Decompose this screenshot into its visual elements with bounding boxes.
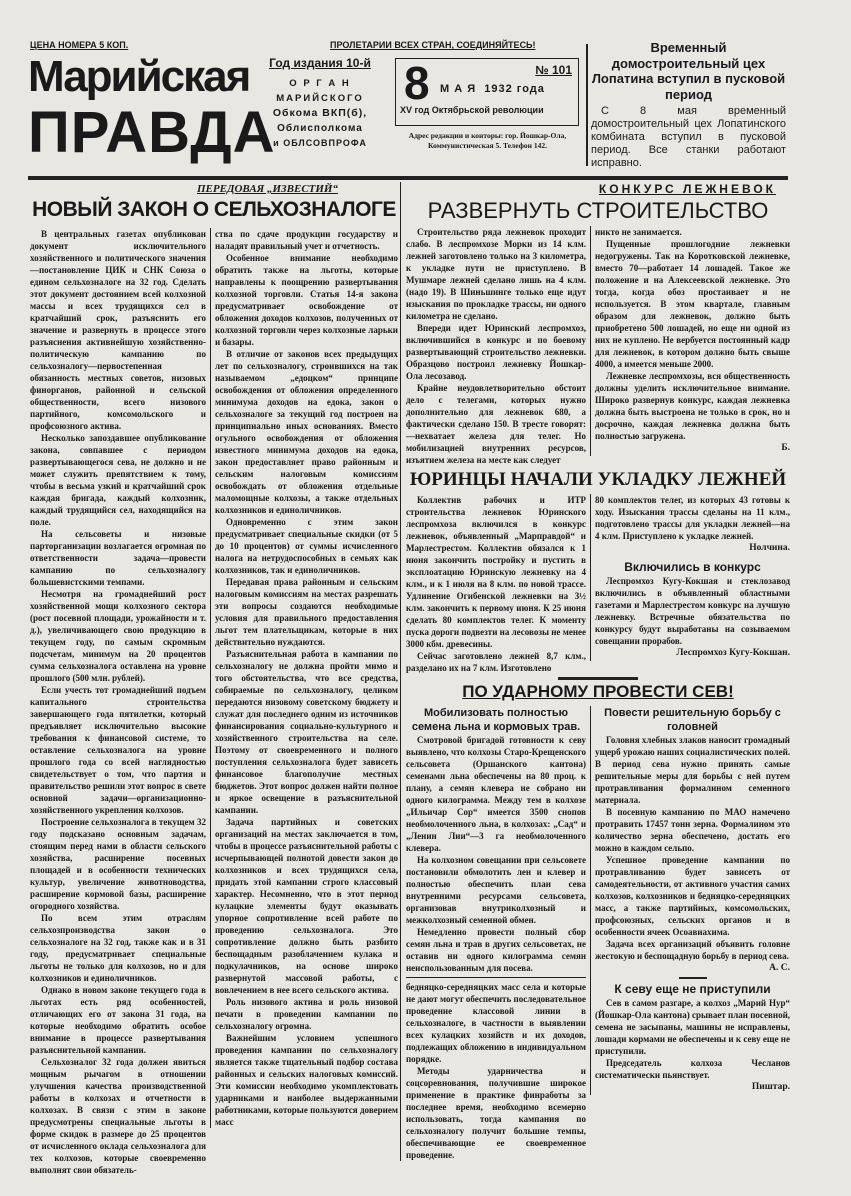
slogan: ПРОЛЕТАРИИ ВСЕХ СТРАН, СОЕДИНЯЙТЕСЬ! (330, 40, 536, 50)
contest-column-2 (590, 226, 790, 456)
joined-body (595, 575, 790, 647)
leader-column-1 (30, 228, 210, 1176)
paragraph: В отличие от законов всех предыдущих лет по сельхозналогу, строившихся на так называемом „едоцком“ принципе освобождения от обложения определенного минимума доходов на едока, закон о сельхозналоге за текущий год построен на принципиально иных основаниях. Вместо огульного освобождения от обложения известного минимума доходов на едока, закон предоставляет право районным и сельским налоговым комиссиям освобождать от обложения отдельные маломощные колхозы, а также отдельных колхозников и единоличников. (215, 349, 398, 515)
right-region (400, 182, 790, 1161)
contest-headline: РАЗВЕРНУТЬ СТРОИТЕЛЬСТВО (427, 198, 769, 223)
paragraph: Несмотря на громаднейший рост хозяйственной мощи колхозного сектора (рост посевной площади, урожайности и т. д.), увеличивающего свою продукцию в текущем году, по самым скромным подсчетам, минимум на 20 процентов сумма сельхозналога оставлена на уровне прошлого (500 млн. рублей). (30, 589, 206, 683)
smut-body (595, 734, 790, 962)
seeds-body (406, 734, 586, 974)
leader-column-2 (210, 228, 398, 1128)
paragraph: Разъяснительная работа в кампании по сельхозналогу не должна пройти мимо и того обстоятельства, что все средства, собираемые по сельхозналогу, целиком передаются низовому советскому бюджету и служат для последнего одним из источников финансирования социально-культурного и хозяйственного строительства на селе. Поэтому от своевременного и полного поступления сельхозналога будет зависеть финансовое благополучие местных бюджетов. Этот вопрос должен найти полное и яркое освещение в разъяснительной кампании. (215, 649, 398, 815)
top-news (591, 40, 786, 170)
paragraph: Строительство ряда лежневок проходит слабо. В леспромхозе Морки из 14 клм. лежней заготовлено только на 3 километра, к укладке пути не приступлено. В Мушмаре лежней сделано лишь на 4 клм. (надо 19). В Шиньшинге только еще идут изыскания по прокладке трассы, ни одного километра не сделано. (406, 227, 586, 321)
contest-signature: Б. (781, 443, 790, 453)
paragraph: Если учесть тот громаднейший подъем капитального строительства завершающего года пятилетки, который предъявляет исключительно высокие требования к финансовой системе, то оставление сельхозналога на уровне прошлого года со всей наглядностью свидетельствует о том, что партия и правительство решили этот вопрос в свете основной задачи—организационно-хозяйственного укрепления колхозов. (30, 685, 206, 815)
paragraph: Важнейшим условием успешного проведения кампании по сельхозналогу является также тщательный подбор состава районных и сельских налоговых комиссий. Эти комиссии необходимо укомплектовать ударниками и наиболее выдержанными работниками, которые пользуются доверием масс (215, 1033, 398, 1127)
leader-kicker: ПЕРЕДОВАЯ „ИЗВЕСТИЙ“ (197, 183, 338, 195)
joined-headline: Включились в конкурс (624, 560, 761, 574)
paragraph: Головня хлебных злаков наносит громадный ущерб урожаю наших социалистических полей. В период сева нужно принять самые решительные меры для борьбы с ней путем протравливания формалином семенного материала. (595, 735, 790, 805)
organ-block (252, 56, 388, 151)
paragraph: Успешное проведение кампании по протравливанию будет зависеть от самодеятельности, от активного участия самих колхозов, колхозников и бедняцко-середняцких масс, а также партийных, комсомольских, профсоюзных, сельских органов и в особенности ячеек Осоавиахима. (595, 855, 790, 937)
issue-month-year: М А Я 1932 года (440, 83, 545, 95)
contest-column-1 (406, 226, 590, 466)
top-news-headline: Временный домостроительный цех Лопатина вступил в пусковой период (591, 40, 786, 102)
paragraph: Задача партийных и советских организаций на местах заключается в том, чтобы в процессе разъяснительной работы с исчерпывающей полнотой довести закон до колхозников и всех трудящихся села, придать этой кампании строго классовый характер. Несомненно, что в этот период кулацкие элементы будут оказывать упорное сопротивление всей работе по проведению сельхозналога. Это сопротивление должно быть разбито беспощадным разоблачением кулака и подкулачников, на основе широко развернутой массовой работы, с вовлечением в нее всего сельского актива. (215, 817, 398, 995)
paragraph: Одновременно с этим закон предусматривает специальные скидки (от 5 до 10 процентов) от суммы исчисленного налога на нетрудоспособных в семьях как колхозников, так и единоличников. (215, 517, 398, 575)
paragraph: Смотровой бригадой готовности к севу выявлено, что колхозы Старо-Крещенского сельсовета (Оршанского кантона) семенами льна обеспечены на 80 проц. к плану, а семян клевера не собрано ни одного килограмма. Между тем в колхозе „Ильичар Сор“ имеется 3500 снопов необмолоченного льна, в колхозах: „Сад“ и „Ленин Лии“—3 га необмолоченного клевера. (406, 735, 586, 853)
sowing-right-column (590, 706, 790, 1095)
price-label: ЦЕНА НОМЕРА 5 КОП. (30, 40, 129, 50)
newspaper-logo (28, 52, 276, 170)
organ-line: О Р Г А Н (289, 78, 351, 89)
paragraph: Коллектив рабочих и ИТР строительства лежневок Юринского леспромхоза включился в конкурс лежневок, объявленный „Марправдой“ и Марлестрестом. Коллектив обязался к 1 июня закончить постройку и пустить в эксплоатацию Юринскую лежневку на 4 клм., и к 1 июля на 8 клм. по новой трассе. Удлинение Огибенской лежневки на 3½ клм. закончить к первому июня. К 25 июня сделать 80 комплектов телег. К моменту пуска дороги подвезти на лесовозы не менее 3000 кбм. древесины. (406, 495, 586, 649)
paragraph: В посевную кампанию по МАО намечено протравить 17457 тонн зерна. Формалином это количество зерна обеспечено, достать его можно в каждом сельпо. (595, 807, 790, 853)
paragraph: бедняцко-середняцких масс села и которые не дают могут обеспечить последовательное проведение классовой линии в сельхозналоге, в частности в выявлении всех кулацких хозяйств и их доходов, подлежащих обложению в индивидуальном порядке. (406, 982, 586, 1064)
not-started-body (595, 997, 790, 1081)
paragraph: Сейчас заготовлено лежней 8,7 клм., разделано их на 7 клм. Изготовлено (406, 651, 586, 673)
paragraph: ства по сдаче продукции государству и наладят правильный учет и отчетность. (215, 229, 398, 251)
joined-signature: Леспромхоз Кугу-Кокшан. (676, 648, 790, 658)
logo-line2: ПРАВДА (28, 100, 276, 165)
paragraph: 80 комплектов телег, из которых 43 готовы к ходу. Изыскания трассы сделаны на 11 клм., подготовлено трассы для укладки лежней—на 4 клм. Приступлено к укладке лежней. (595, 495, 790, 541)
paragraph: В центральных газетах опубликован документ исключительного хозяйственного и политического значения—постановление ЦИК и СНК Союза о едином сельхозналоге на 32 год. Сделать этот документ достоянием всей колхозной массы и всех трудящихся сел в кратчайший срок, разъяснить его значение и развернуть в процессе этого разъяснения активнейшую хозяйственно-политическую кампанию по сельхозналогу—первостепенная обязанность местных советов, низовых финорганов, районной и сельской общественности, всего низового партийного, комсомольского и профсоюзного актива. (30, 229, 206, 431)
paragraph: Сельхозналог 32 года должен явиться мощным рычагом в отношении улучшения качества производственной работы в колхозах и отчетности в колхозах. В связи с этим в законе предусмотрены специальные льготы в форме скидок в размере до 25 процентов от исчисленного оклада сельхозналога для тех колхозов, которые своевременно выполнят свои обязатель- (30, 1057, 206, 1175)
issue-day: 8 (404, 57, 430, 109)
paragraph: Построение сельхозналога в текущем 32 году подсказано основным задачам, стоящим перед нами в области сельского хозяйства, расширение посевных площадей и в особенности технических культур, увеличение животноводства, расширение кормовой базы, расширение огородного хозяйства. (30, 817, 206, 911)
paragraph: На колхозном совещании при сельсовете постановили обмолотить лен и клевер и полностью обеспечить план сева внутренними ресурсами сельсовета, организовав внутриколхозный и межколхозный семенной обмен. (406, 855, 586, 925)
organ-line: Обкома ВКП(б), (272, 107, 368, 119)
paragraph: Впереди идет Юринский леспромхоз, включившийся в конкурс и по боевому развертывающий строительство лежневки. Образцово построил лежневку Йошкар-Ола лесозавод. (406, 323, 586, 381)
organ-line: и ОБЛСОВПРОФА (273, 138, 367, 148)
paragraph: Немедленно провести полный сбор семян льна и трав в других сельсоветах, не оставив ни одного килограмма семян неиспользованным для посева. (406, 927, 586, 973)
paragraph: никто не занимается. (595, 227, 682, 237)
paragraph: Крайне неудовлетворительно обстоит дело с телегами, которых нужно дополнительно для лежневок 680, а фактически сделано 150. В тресте говорят: —нехватает железа для телег. Но мобилизацией внутренних ресурсов, изъятием железа на месте как следует (406, 383, 586, 465)
smut-headline: Повести решительную борьбу с головней (604, 707, 781, 733)
organ-line: Облисполкома (277, 123, 363, 134)
sowing-left-column (406, 706, 590, 1161)
issue-number: № 101 (535, 63, 572, 77)
yurino-signature: Нолчина. (749, 543, 790, 553)
yurino-headline: ЮРИНЦЫ НАЧАЛИ УКЛАДКУ ЛЕЖНЕЙ (409, 469, 787, 490)
paragraph: Однако в новом законе текущего года в льготах есть ряд особенностей, отличающих его от закона 31 года, на которые необходимо обратить особое внимание в процессе развертывания разъяснительной кампании. (30, 985, 206, 1055)
editorial-address: Адрес редакции и конторы: гор. Йошкар-Ола, Коммунистическая 5. Телефон 142. (408, 131, 567, 150)
date-box (395, 58, 579, 126)
seeds-headline: Мобилизовать полностью семена льна и кормовых трав. (411, 707, 581, 733)
paragraph: Пущенные прошлогодние лежневки недогружены. Так на Коротковской лежневке, вместо 70—работает 14 лошадей. Такое же положение и на Алексеевской лежневке. Это тогда, когда обоз простаивает и не используется. В этом квартале, главным образом для лежневок, должно быть приобретено 500 лошадей, но еще ни одной из них не куплено. Не вербуется постоянный кадр для лежневок, в котором должно быть свыше 4000, а имеется меньше 2000. (595, 239, 790, 369)
leader-continuation (406, 981, 586, 1161)
paragraph: Особенное внимание необходимо обратить также на льготы, которые направлены к поощрению развертывания колхозной торговли. Статья 14-я закона предусматривает освобождение от обложения доходов колхозов, полученных от колхозной торговли через колхозные ларьки и базары. (215, 253, 398, 347)
paragraph: На сельсоветы и низовые парторганизации возлагается огромная по ответственности задача—провести кампанию по сельхозналогу большевистскими темпами. (30, 529, 206, 587)
not-started-signature: Пиштар. (751, 1082, 790, 1092)
year-of-issue: Год издания 10-й (269, 56, 371, 70)
paragraph: Роль низового актива и роль низовой печати в проведении кампании по сельхозналогу огромна. (215, 997, 398, 1031)
leader-article (30, 182, 398, 1176)
smut-signature: А. С. (769, 963, 790, 973)
paragraph: Лежневке леспромхозы, вся общественность должны уделить исключительное внимание. Широко развернув конкурс, каждая лежневка должна быть выстроена не только в срок, но и досрочно, каждая лежневка должна быть полностью загружена. (595, 371, 790, 441)
revolution-year: XV год Октябрьской революции (400, 105, 544, 115)
sowing-headline: ПО УДАРНОМУ ПРОВЕСТИ СЕВ! (462, 682, 734, 701)
logo-line1: Марийская (28, 52, 250, 101)
paragraph: Несколько запоздавшее опубликование закона, совпавшее с периодом развертывающегося сева, не должно и не может служить препятствием к тому, чтобы в весьма узкий и кратчайший срок каждая бригада, каждый колхозник, каждый трудящийся сел, находящийся на поле. (30, 433, 206, 527)
yurino-column-1 (406, 494, 590, 674)
paragraph: Методы ударничества и соцсоревнования, получившие широкое применение в практике финработы за последнее время, необходимо всемерно использовать, тогда кампания по сельхозналогу получит большие темпы, обеспечивающие ее своевременное проведение. (406, 1066, 586, 1160)
paragraph: Сев в самом разгаре, а колхоз „Марий Нур“ (Йошкар-Ола кантона) срывает план посевной, семена не засыпаны, машины не исправлены, лошади кормами не обеспечены и к севу еще не приступили. (595, 998, 790, 1056)
paragraph: Передавая права районным и сельским налоговым комиссиям на местах разрешать эти вопросы создаются необходимые условия для правильного предоставления льгот тем плательщикам, которые в них действительно нуждаются. (215, 577, 398, 647)
contest-kicker: КОНКУРС ЛЕЖНЕВОК (598, 182, 776, 196)
paragraph: По всем этим отраслям сельхозпроизводства закон о сельхозналоге на 32 год, также как и в 31 году, предусматривает специальные льготы не только для колхозов, но и для колхозников и единоличников. (30, 913, 206, 983)
top-news-body: С 8 мая временный домостроительный цех Лопатинского комбината вступил в пусковой период. Все станки работают исправно. (591, 105, 786, 169)
leader-headline: НОВЫЙ ЗАКОН О СЕЛЬХОЗНАЛОГЕ (32, 198, 396, 221)
paragraph: Леспромхоз Кугу-Кокшая и стеклозавод включились в объявленный областными газетами и Марлестрестом конкурс на лучшую лежневку. Встречные обязательства по конкурсу будут выработаны на созываемом совещании прорабов. (595, 576, 790, 646)
organ-line: МАРИЙСКОГО (276, 93, 364, 104)
paragraph: Задача всех организаций объявить головне жестокую и беспощадную борьбу в период сева. (595, 939, 790, 961)
not-started-headline: К севу еще не приступили (614, 982, 771, 996)
paragraph: Председатель колхоза Чесланов систематически пьянствует. (595, 1058, 790, 1080)
yurino-column-2 (590, 494, 790, 661)
